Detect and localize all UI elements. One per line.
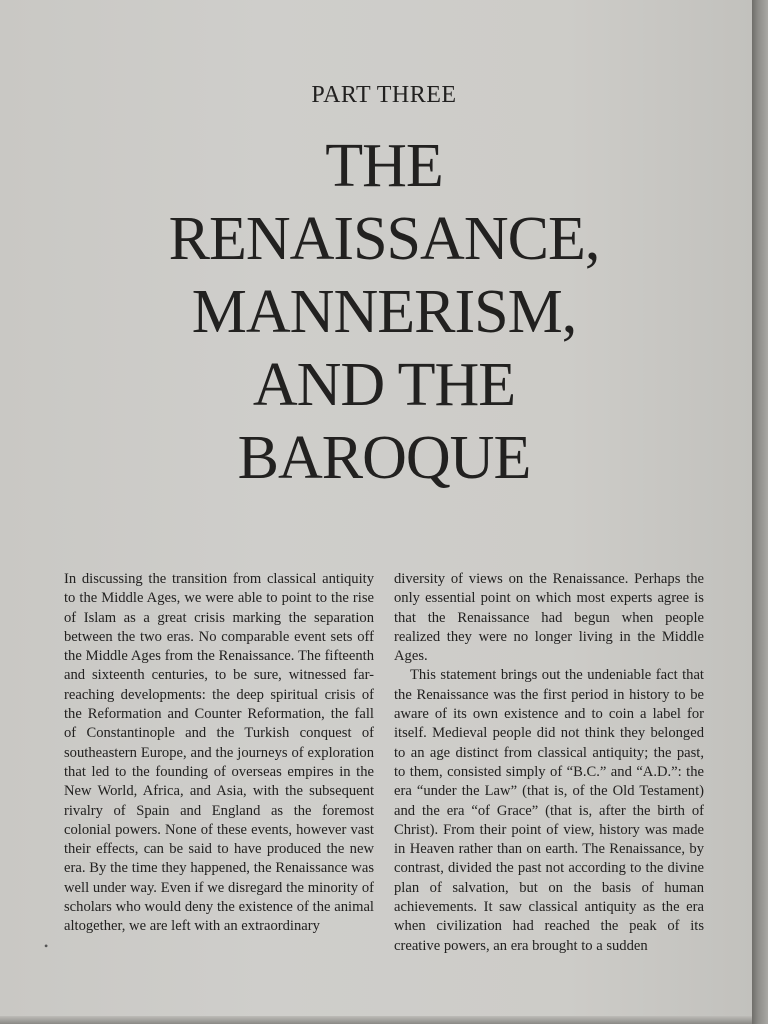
margin-dot: • bbox=[44, 939, 49, 953]
title-line-5: BAROQUE bbox=[237, 424, 531, 492]
title-line-3: MANNERISM, bbox=[191, 278, 577, 346]
part-label: PART THREE bbox=[311, 82, 457, 108]
page-bottom-edge bbox=[0, 1016, 752, 1024]
body-paragraph: This statement brings out the undeniable fact that the Renaissance was the first period in history to be aware of its own existence and to coin a label for itself. Medieval people did not think they belonged to an age distinct from classical antiquity; the past, to them, consisted simply of “B.C.” and “A.D.”: the era “under the Law” (that is, of the Old Testament) and the era “of Grace” (that is, after the birth of Christ). From their point of view, history was made in Heaven rather than on earth. The Renaissance, by contrast, divided the past not according to the divine plan of salvation, but on the basis of human achievements. It saw classical antiquity as the era when civilization had reached the peak of its creative powers, an era brought to a sudden bbox=[394, 667, 704, 954]
body-paragraph: diversity of views on the Renaissance. Perhaps the only essential point on which most experts agree is that the Renaissance had begun when people realized they were no longer living in the Middle Ages. bbox=[394, 571, 704, 665]
body-paragraph: In discussing the transition from classical antiquity to the Middle Ages, we were able to point to the rise of Islam as a great crisis marking the separation between the two eras. No comparable event sets off the Middle Ages from the Renaissance. The fifteenth and sixteenth centuries, to be sure, witnessed far-reaching developments: the deep spiritual crisis of the Reformation and Counter Reformation, the fall of Constantinople and the Turkish conquest of southeastern Europe, and the journeys of exploration that led to the founding of overseas empires in the New World, Africa, and Asia, with the subsequent rivalry of Spain and England as the foremost colonial powers. None of these events, however vast their effects, can be said to have produced the new era. By the time they happened, the Renaissance was well under way. Even if we disregard the minority of scholars who would deny the existence of the animal altogether, we are left with an extraordinary bbox=[64, 571, 374, 935]
text-column-right bbox=[394, 570, 704, 956]
text-column-left bbox=[64, 570, 374, 937]
title-line-4: AND THE bbox=[252, 351, 516, 419]
title-line-2: RENAISSANCE, bbox=[168, 205, 600, 273]
chapter-title bbox=[0, 130, 768, 495]
title-line-1: THE bbox=[325, 132, 443, 200]
